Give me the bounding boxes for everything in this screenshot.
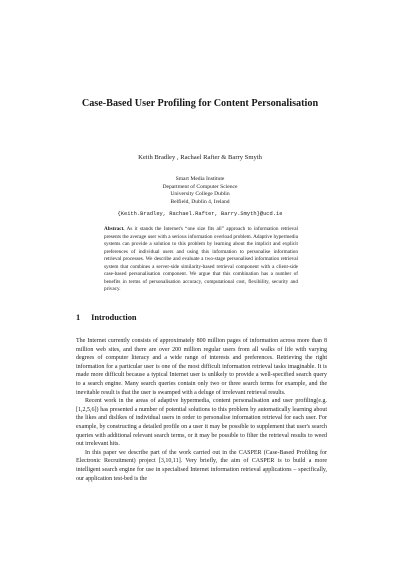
paper-authors: Keith Bradley , Rachael Rafter & Barry Smyth bbox=[138, 154, 262, 161]
abstract-label: Abstract. bbox=[104, 226, 125, 232]
abstract bbox=[104, 226, 298, 294]
author-emails: {Keith.Bradley, Rachael.Rafter, Barry.Smyth}@ucd.ie bbox=[117, 211, 283, 217]
affiliation-line: University College Dublin bbox=[170, 191, 230, 198]
affiliation-line: Smart Media Institute bbox=[175, 176, 225, 182]
affiliation-line: Department of Computer Science bbox=[162, 183, 238, 190]
body-paragraph: In this paper we describe part of the work carried out in the CASPER (Case-Based Profiling for Electronic Recruitment) project [3,10,11]. Very briefly, the aim of CASPER is to build a more intelligent search engine for use in specialised Internet information retrieval applications – specifically, our application test-bed is the bbox=[76, 449, 327, 482]
paper-title: Case-Based User Profiling for Content Personalisation bbox=[81, 98, 319, 109]
abstract-text: As it stands the Internet's “one size fits all” approach to information retrieval presents the average user with a serious information overload problem. Adaptive hypermedia systems can provide a solution to this problem by learning about the implicit and explicit preferences of individual users and using this information to personalise information retrieval processes. We describe and evaluate a two-stage personalised information retrieval system that combines a server-side similarity-based retrieval component with a client-side case-based personalisation component. We argue that this combination has a number of benefits in terms of personalisation accuracy, computational cost, flexibility, security and privacy. bbox=[104, 226, 298, 293]
section-title: Introduction bbox=[91, 313, 137, 322]
section-body bbox=[76, 337, 327, 483]
body-paragraph: Recent work in the areas of adaptive hypermedia, content personalisation and user profiling(e.g. [1,2,5,6]) has presented a number of potential solutions to this problem by automatically learning about the likes and dislikes of individual users in order to personalise information retrieval for each user. For example, by constructing a detailed profile on a user it may be possible to supplement that user's search queries with additional relevant search terms, or it may be possible to filter the retrieval results to weed out irrelevant hits. bbox=[76, 398, 327, 448]
body-paragraph: The Internet currently consists of approximately 800 million pages of information across more than 8 million web sites, and there are over 200 million regular users from all walks of life with varying degrees of computer literacy and a wide range of interests and preferences. Retrieving the right information for a particular user is one of the most difficult information retrieval tasks imaginable. It is made more difficult because a typical Internet user is unlikely to provide a well-specified search query to a search engine. Many search queries contain only two or three search terms for example, and the inevitable result is that the user is swamped with a deluge of irrelevant retrieval results. bbox=[76, 338, 327, 396]
affiliation-block bbox=[0, 176, 400, 207]
section-heading bbox=[76, 313, 326, 322]
affiliation-line: Belfield, Dublin 4, Ireland bbox=[170, 199, 230, 206]
section-number: 1 bbox=[76, 313, 81, 322]
